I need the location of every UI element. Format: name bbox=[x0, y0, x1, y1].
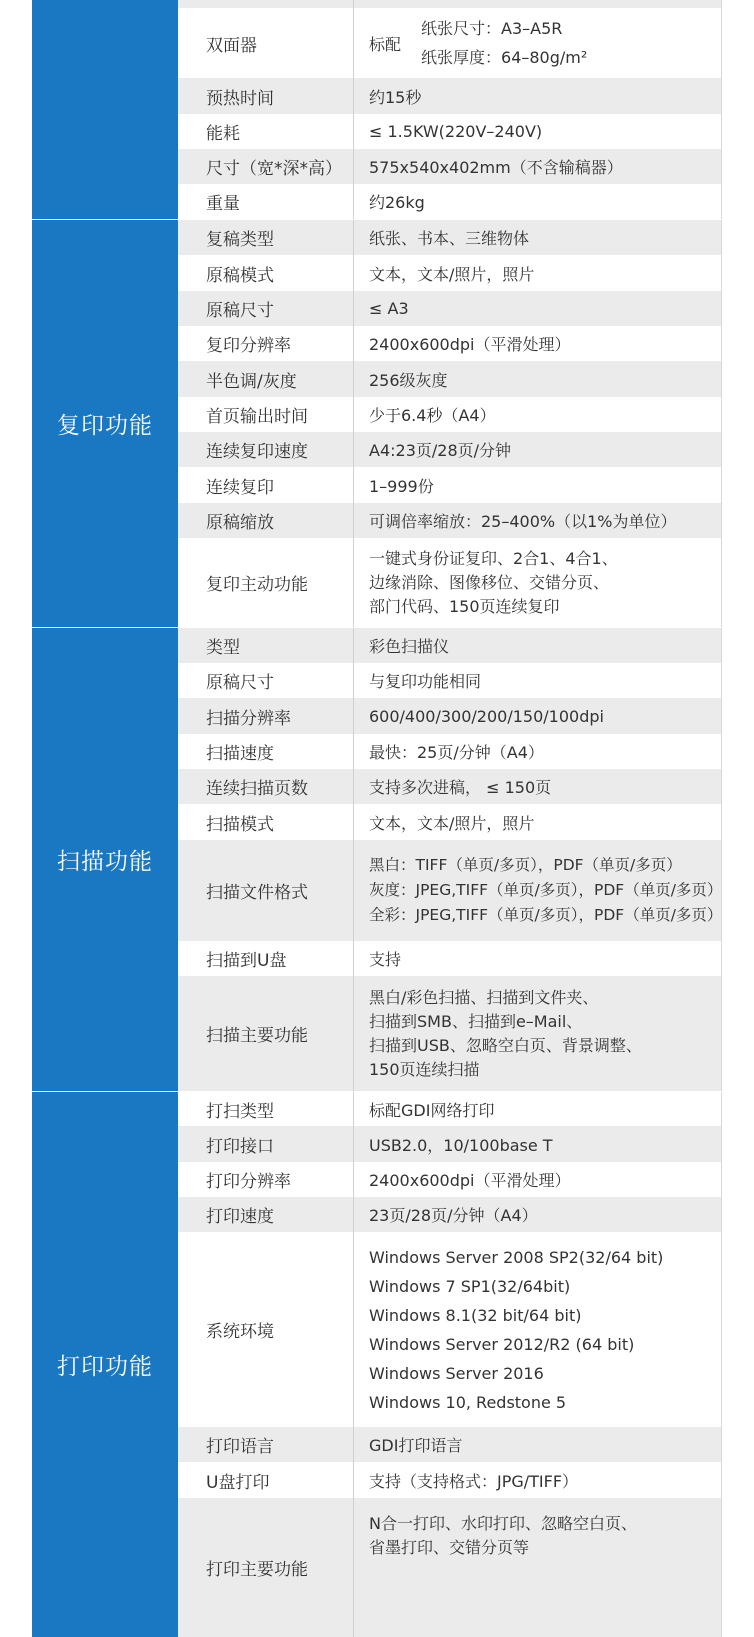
spec-key: 打印主要功能 bbox=[178, 1498, 354, 1637]
spec-key: 打印接口 bbox=[178, 1126, 354, 1162]
spec-value-line: 扫描到SMB、扫描到e–Mail、 bbox=[369, 1011, 583, 1031]
spec-row bbox=[178, 255, 722, 291]
spec-key: 预热时间 bbox=[178, 78, 354, 114]
spec-key: 双面器 bbox=[178, 8, 354, 78]
spec-row bbox=[178, 1197, 722, 1232]
category-copy: 复印功能 bbox=[57, 413, 153, 439]
spec-key: 系统环境 bbox=[178, 1232, 354, 1427]
spec-key: 连续复印速度 bbox=[178, 432, 354, 467]
spec-row bbox=[178, 1498, 722, 1637]
spec-key: 扫描速度 bbox=[178, 734, 354, 769]
standard-tag: 标配 bbox=[369, 34, 402, 54]
spec-value: 2400x600dpi（平滑处理） bbox=[354, 1162, 722, 1197]
spec-row bbox=[178, 1162, 722, 1197]
spec-key: 复稿类型 bbox=[178, 220, 354, 255]
spec-row bbox=[178, 628, 722, 663]
spec-value: 支持（支持格式：JPG/TIFF） bbox=[354, 1462, 722, 1498]
spec-row bbox=[178, 1092, 722, 1126]
spec-value-line: 黑白/彩色扫描、扫描到文件夹、 bbox=[369, 987, 599, 1007]
spec-key: 能耗 bbox=[178, 114, 354, 149]
category-print: 打印功能 bbox=[57, 1354, 153, 1380]
spec-value-line: 黑白：TIFF（单页/多页），PDF（单页/多页） bbox=[369, 856, 682, 874]
spec-row bbox=[178, 698, 722, 734]
spec-row bbox=[178, 804, 722, 840]
spec-key: 扫描文件格式 bbox=[178, 840, 354, 941]
spec-row bbox=[178, 976, 722, 1091]
spec-row bbox=[178, 0, 722, 8]
spec-value: 支持多次进稿， ≤ 150页 bbox=[354, 769, 722, 804]
spec-value: USB2.0，10/100base T bbox=[354, 1126, 722, 1162]
spec-key: 连续扫描页数 bbox=[178, 769, 354, 804]
spec-row-duplex bbox=[178, 8, 722, 78]
spec-value: 1–999份 bbox=[354, 467, 722, 503]
spec-row bbox=[178, 538, 722, 627]
spec-key: 连续复印 bbox=[178, 467, 354, 503]
spec-value: 256级灰度 bbox=[354, 361, 722, 397]
spec-row bbox=[178, 184, 722, 219]
spec-value-line: N合一打印、水印打印、忽略空白页、 bbox=[369, 1514, 637, 1533]
spec-key: 原稿尺寸 bbox=[178, 663, 354, 698]
spec-value-line: 纸张尺寸：A3–A5R bbox=[421, 19, 563, 38]
spec-value: 彩色扫描仪 bbox=[354, 628, 722, 663]
spec-key: 扫描主要功能 bbox=[178, 976, 354, 1091]
spec-key: 打印速度 bbox=[178, 1197, 354, 1232]
spec-value-line: Windows 8.1(32 bit/64 bit) bbox=[369, 1305, 582, 1325]
spec-value: 标配GDI网络打印 bbox=[354, 1092, 722, 1126]
spec-row bbox=[178, 503, 722, 538]
spec-value-line: 纸张厚度：64–80g/m² bbox=[421, 48, 588, 67]
spec-row bbox=[178, 663, 722, 698]
spec-value: GDI打印语言 bbox=[354, 1427, 722, 1462]
spec-row bbox=[178, 326, 722, 361]
spec-row bbox=[178, 941, 722, 976]
spec-row bbox=[178, 840, 722, 941]
spec-value: 最快：25页/分钟（A4） bbox=[354, 734, 722, 769]
spec-value-line: 边缘消除、图像移位、交错分页、 bbox=[369, 572, 610, 592]
spec-value: ≤ A3 bbox=[354, 291, 722, 326]
spec-value: 575x540x402mm（不含输稿器） bbox=[354, 149, 722, 184]
spec-row bbox=[178, 114, 722, 149]
spec-key: 半色调/灰度 bbox=[178, 361, 354, 397]
spec-row bbox=[178, 1126, 722, 1162]
spec-value: 纸张、书本、三维物体 bbox=[354, 220, 722, 255]
spec-key: 类型 bbox=[178, 628, 354, 663]
spec-value: 23页/28页/分钟（A4） bbox=[354, 1197, 722, 1232]
spec-row bbox=[178, 734, 722, 769]
spec-value-line: 部门代码、150页连续复印 bbox=[369, 596, 560, 616]
spec-value-line: 全彩：JPEG,TIFF（单页/多页），PDF（单页/多页） bbox=[369, 906, 723, 924]
spec-value: 支持 bbox=[354, 941, 722, 976]
spec-row bbox=[178, 769, 722, 804]
spec-row bbox=[178, 291, 722, 326]
spec-value-line: 150页连续扫描 bbox=[369, 1059, 480, 1079]
category-scan: 扫描功能 bbox=[57, 849, 153, 875]
spec-value: 与复印功能相同 bbox=[354, 663, 722, 698]
spec-row bbox=[178, 220, 722, 255]
spec-value-line: Windows 10, Redstone 5 bbox=[369, 1392, 567, 1412]
spec-key: 尺寸（宽*深*高） bbox=[178, 149, 354, 184]
spec-key: 打印语言 bbox=[178, 1427, 354, 1462]
spec-value-line: 扫描到USB、忽略空白页、背景调整、 bbox=[369, 1035, 642, 1055]
spec-row bbox=[178, 397, 722, 432]
spec-value-line: 灰度：JPEG,TIFF（单页/多页），PDF（单页/多页） bbox=[369, 881, 723, 899]
spec-value: 约15秒 bbox=[354, 78, 722, 114]
spec-key: 复印分辨率 bbox=[178, 326, 354, 361]
spec-value: 可调倍率缩放：25–400%（以1%为单位） bbox=[354, 503, 722, 538]
spec-key: 首页输出时间 bbox=[178, 397, 354, 432]
spec-key: U盘打印 bbox=[178, 1462, 354, 1498]
spec-key: 扫描模式 bbox=[178, 804, 354, 840]
spec-row bbox=[178, 1462, 722, 1498]
spec-key: 打扫类型 bbox=[178, 1092, 354, 1126]
spec-value: 约26kg bbox=[354, 184, 722, 219]
spec-row bbox=[178, 78, 722, 114]
spec-row bbox=[178, 1232, 722, 1427]
spec-key: 扫描分辨率 bbox=[178, 698, 354, 734]
spec-value-line: Windows Server 2008 SP2(32/64 bit) bbox=[369, 1247, 664, 1267]
spec-row bbox=[178, 361, 722, 397]
spec-value-line: Windows Server 2012/R2 (64 bit) bbox=[369, 1334, 635, 1354]
spec-value: 600/400/300/200/150/100dpi bbox=[354, 698, 722, 734]
spec-value-line: Windows Server 2016 bbox=[369, 1363, 544, 1383]
spec-value: 文本，文本/照片，照片 bbox=[354, 804, 722, 840]
spec-key: 打印分辨率 bbox=[178, 1162, 354, 1197]
spec-row bbox=[178, 149, 722, 184]
spec-value: 2400x600dpi（平滑处理） bbox=[354, 326, 722, 361]
spec-key: 原稿尺寸 bbox=[178, 291, 354, 326]
spec-value: 文本，文本/照片，照片 bbox=[354, 255, 722, 291]
spec-value-line: 一键式身份证复印、2合1、4合1、 bbox=[369, 548, 618, 568]
spec-value: A4:23页/28页/分钟 bbox=[354, 432, 722, 467]
spec-value-line: 省墨打印、交错分页等 bbox=[369, 1538, 530, 1557]
spec-value: 少于6.4秒（A4） bbox=[354, 397, 722, 432]
spec-key: 原稿模式 bbox=[178, 255, 354, 291]
spec-value-line: Windows 7 SP1(32/64bit) bbox=[369, 1276, 571, 1296]
spec-row bbox=[178, 1427, 722, 1462]
spec-key: 复印主动功能 bbox=[178, 538, 354, 627]
spec-key: 原稿缩放 bbox=[178, 503, 354, 538]
spec-row bbox=[178, 432, 722, 467]
spec-key: 扫描到U盘 bbox=[178, 941, 354, 976]
spec-value: ≤ 1.5KW(220V–240V) bbox=[354, 114, 722, 149]
spec-key: 重量 bbox=[178, 184, 354, 219]
spec-row bbox=[178, 467, 722, 503]
